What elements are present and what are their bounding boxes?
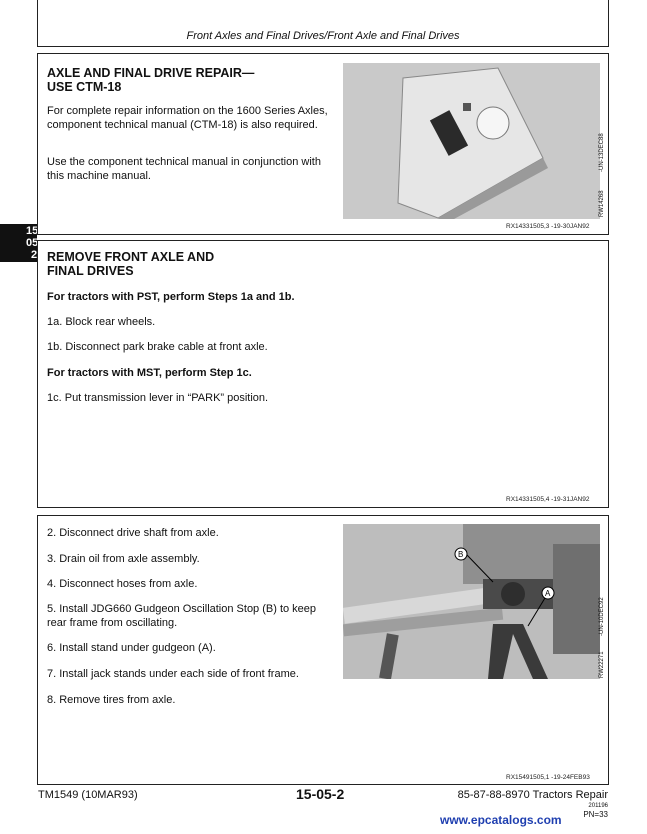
page-header-title: Front Axles and Final Drives/Front Axle and Final Drives	[186, 30, 460, 42]
watermark-link[interactable]: www.epcatalogs.com	[440, 813, 562, 827]
pst-heading: For tractors with PST, perform Steps 1a and 1b.	[47, 291, 295, 303]
footer-page-number: 15-05-2	[296, 786, 345, 802]
footer-small-code: 201196	[588, 803, 608, 809]
side-tab-page: 2	[31, 249, 38, 261]
section1-paragraph-2: Use the component technical manual in conjunction with this machine manual.	[47, 156, 321, 182]
step-1a: 1a. Block rear wheels.	[47, 316, 156, 328]
section1-title: AXLE AND FINAL DRIVE REPAIR— USE CTM-18	[47, 66, 255, 94]
side-tab-chapter: 15	[26, 225, 39, 237]
step-3: 3. Drain oil from axle assembly.	[47, 553, 200, 565]
photo3-code-bottom: RW22271	[599, 651, 605, 678]
section1-ref-code: RX14331505,3 -19-30JAN92	[506, 223, 590, 230]
step-1b: 1b. Disconnect park brake cable at front axle.	[47, 341, 268, 353]
step-4: 4. Disconnect hoses from axle.	[47, 578, 198, 590]
section2-ref-code: RX14331505,4 -19-31JAN92	[506, 496, 590, 503]
step-2: 2. Disconnect drive shaft from axle.	[47, 527, 219, 539]
step-6: 6. Install stand under gudgeon (A).	[47, 642, 216, 654]
callout-b-label: B	[458, 550, 464, 559]
section-axle-repair	[37, 53, 609, 235]
section3-ref-code: RX15491505,1 -19-24FEB93	[506, 774, 590, 781]
callout-a-label: A	[545, 589, 551, 598]
ctm-manual-photo	[343, 63, 600, 219]
photo3-code-top: -UN-10DEC92	[599, 597, 605, 636]
photo1-code-top: -UN-13DEC88	[599, 133, 605, 172]
step-5: 5. Install JDG660 Gudgeon Oscillation Stop (B) to keep rear frame from oscillating.	[47, 603, 317, 629]
section1-paragraph-1: For complete repair information on the 1600 Series Axles, component technical manual (CTM-18) is also required.	[47, 105, 328, 131]
footer-manual-id: TM1549 (10MAR93)	[38, 789, 138, 801]
footer-title: 85-87-88-8970 Tractors Repair	[457, 789, 608, 801]
section-side-tab	[0, 224, 37, 262]
mst-heading: For tractors with MST, perform Step 1c.	[47, 367, 252, 379]
footer-pn: PN=33	[583, 810, 608, 819]
step-8: 8. Remove tires from axle.	[47, 694, 176, 706]
side-tab-group: 05	[26, 237, 39, 249]
step-1c: 1c. Put transmission lever in “PARK” position.	[47, 392, 269, 404]
section-remove-front-axle	[37, 240, 609, 508]
axle-gudgeon-image	[343, 524, 600, 679]
photo1-code-bottom: RW14268	[599, 190, 605, 217]
section-remove-steps	[37, 515, 609, 785]
gudgeon-stop-photo	[343, 524, 600, 679]
step-7: 7. Install jack stands under each side of front frame.	[47, 668, 299, 680]
section2-title: REMOVE FRONT AXLE AND FINAL DRIVES	[47, 250, 215, 278]
manual-booklet-image	[343, 63, 600, 219]
